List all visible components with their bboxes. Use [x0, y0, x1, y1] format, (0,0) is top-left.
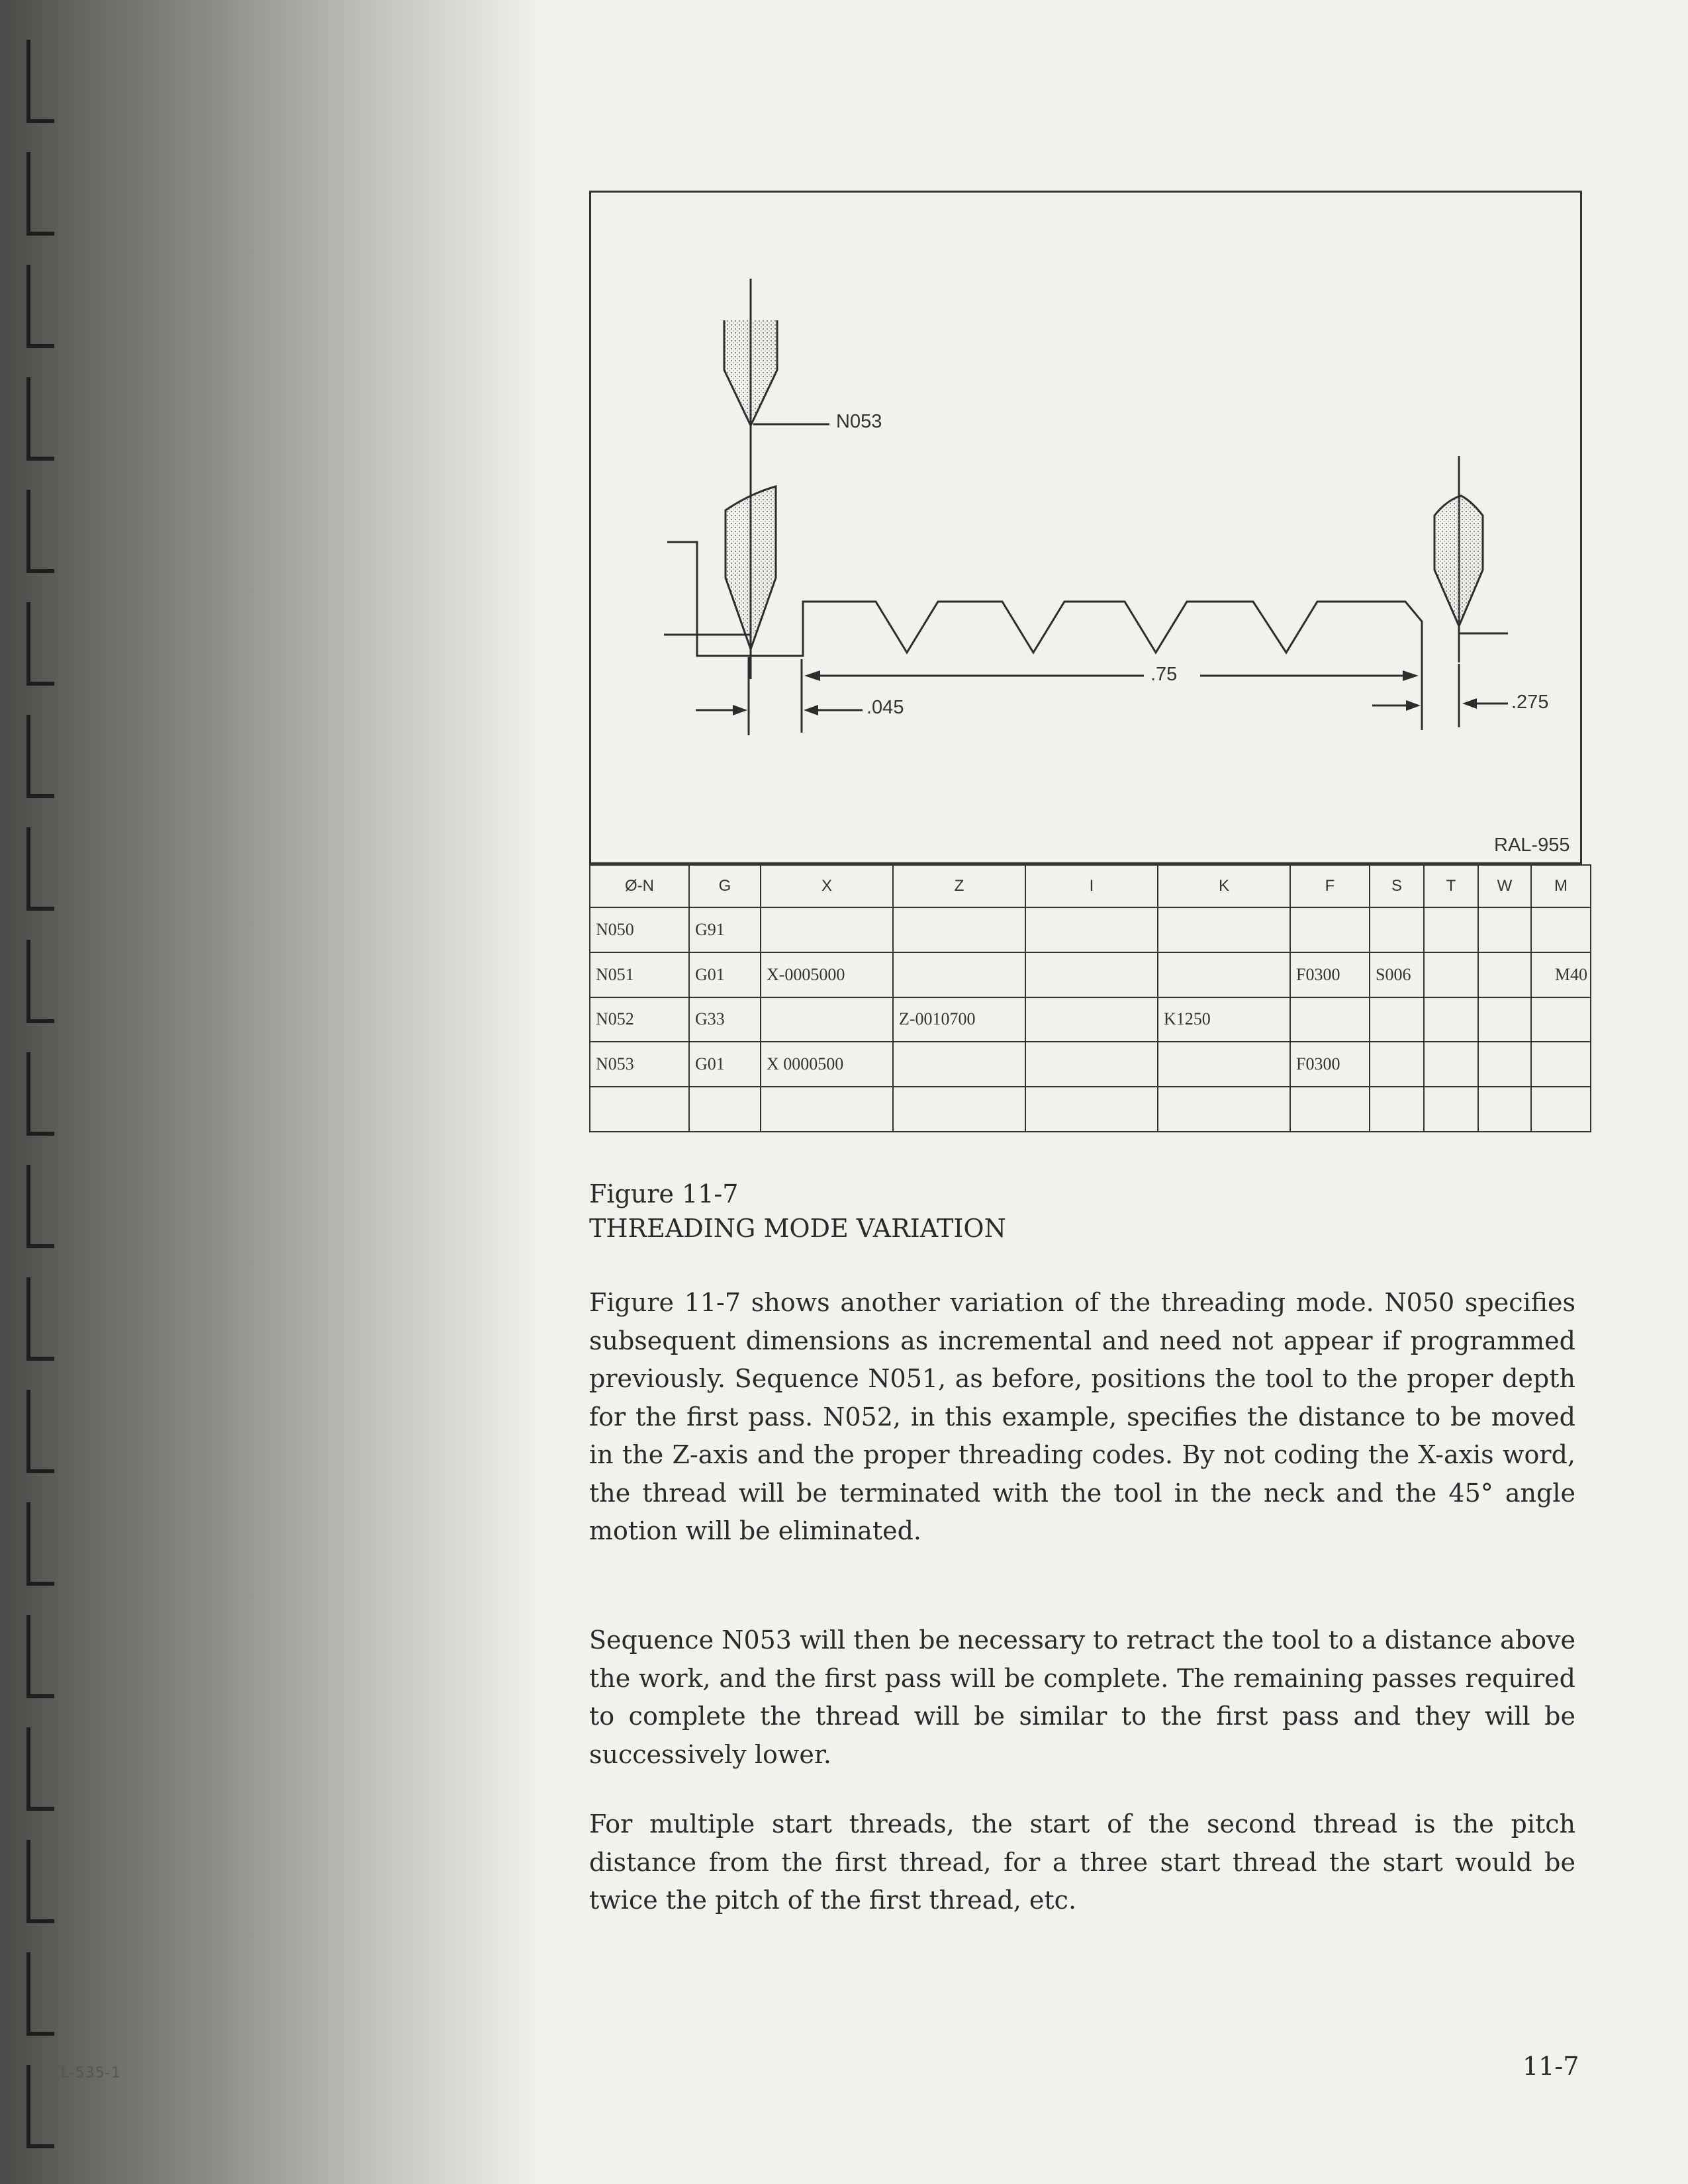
col-header: K: [1158, 865, 1290, 907]
table-cell: N053: [590, 1042, 689, 1087]
table-cell: M40: [1531, 952, 1591, 997]
table-cell: N052: [590, 997, 689, 1042]
tool-right: [1434, 496, 1483, 626]
table-cell: [1424, 997, 1478, 1042]
binding-mark: [26, 1952, 54, 2036]
side-code: L-535-1: [61, 2065, 121, 2081]
binding-mark: [26, 1277, 54, 1361]
threading-diagram: [591, 193, 1584, 866]
arrowhead: [1403, 670, 1419, 681]
binding-mark: [26, 265, 54, 348]
arrowhead: [733, 705, 747, 715]
table-cell: G01: [689, 1042, 761, 1087]
table-cell: G33: [689, 997, 761, 1042]
table-row: [590, 997, 1591, 1042]
table-cell: [1424, 952, 1478, 997]
table-cell: G01: [689, 952, 761, 997]
binding-mark: [26, 2065, 54, 2148]
table-cell: [893, 907, 1025, 952]
arrowhead: [804, 705, 818, 715]
table-cell: Z-0010700: [893, 997, 1025, 1042]
table-row: [590, 1042, 1591, 1087]
tool-lower: [726, 486, 776, 649]
binding-mark: [26, 602, 54, 686]
table-cell: [1531, 1042, 1591, 1087]
table-cell: [1478, 1042, 1531, 1087]
binding-mark: [26, 377, 54, 461]
label-dim-075: .75: [1150, 664, 1178, 685]
figure-caption: [589, 1177, 1006, 1246]
col-header: M: [1531, 865, 1591, 907]
binding-mark: [26, 1727, 54, 1811]
drawing-id: RAL-955: [1494, 835, 1570, 856]
binding-mark: [26, 1052, 54, 1136]
arrowhead: [1462, 698, 1477, 709]
figure-number: Figure 11-7: [589, 1179, 739, 1208]
binding-mark: [26, 1165, 54, 1248]
workpiece-profile: [667, 542, 1422, 730]
figure-title: THREADING MODE VARIATION: [589, 1214, 1006, 1243]
table-cell: [1424, 1042, 1478, 1087]
col-header: I: [1025, 865, 1158, 907]
page-number: 11-7: [1523, 2052, 1579, 2081]
table-cell: [1025, 1042, 1158, 1087]
paragraph-2: Sequence N053 will then be necessary to retract the tool to a distance above the work, and the first pass will be complete. The remaining passes required to complete the thread will be similar to the first pass and they will be successively lower.: [589, 1625, 1575, 1769]
table-cell: [1370, 907, 1424, 952]
table-cell: [1478, 997, 1531, 1042]
col-header: S: [1370, 865, 1424, 907]
binding-mark: [26, 715, 54, 798]
table-cell: G91: [689, 907, 761, 952]
label-dim-0275: .275: [1511, 692, 1549, 713]
table-cell: K1250: [1158, 997, 1290, 1042]
col-header: T: [1424, 865, 1478, 907]
binding-mark: [26, 1615, 54, 1698]
table-cell: [1531, 907, 1591, 952]
table-cell: [1531, 997, 1591, 1042]
binding-mark: [26, 40, 54, 123]
table-cell: [1531, 1087, 1591, 1132]
table-cell: [893, 952, 1025, 997]
table-cell: [1025, 997, 1158, 1042]
binding-shadow: [0, 0, 543, 2184]
table-cell: [893, 1042, 1025, 1087]
table-cell: [1025, 1087, 1158, 1132]
table-cell: X 0000500: [761, 1042, 893, 1087]
binding-mark: [26, 940, 54, 1023]
table-cell: [1424, 907, 1478, 952]
binding-mark: [26, 1840, 54, 1923]
table-cell: [1158, 952, 1290, 997]
table-row: [590, 907, 1591, 952]
table-cell: [1370, 1042, 1424, 1087]
paragraph-3: For multiple start threads, the start of the second thread is the pitch distance from the first thread, for a three start thread the start would be twice the pitch of the first thread, etc.: [589, 1809, 1575, 1915]
table-cell: X-0005000: [761, 952, 893, 997]
binding-mark: [26, 490, 54, 573]
table-cell: [1025, 952, 1158, 997]
table-cell: [1478, 1087, 1531, 1132]
col-header: G: [689, 865, 761, 907]
table-cell: [893, 1087, 1025, 1132]
table-cell: [1158, 1042, 1290, 1087]
arrowhead: [1406, 700, 1421, 711]
table-row: [590, 952, 1591, 997]
binding-mark: [26, 1390, 54, 1473]
table-cell: N050: [590, 907, 689, 952]
binding-mark: [26, 1502, 54, 1586]
label-n053: N053: [836, 411, 882, 432]
table-cell: [1478, 952, 1531, 997]
binding-mark: [26, 152, 54, 236]
table-cell: N051: [590, 952, 689, 997]
table-cell: [1290, 997, 1370, 1042]
label-dim-045: .045: [867, 697, 904, 718]
table-cell: S006: [1370, 952, 1424, 997]
table-cell: [761, 1087, 893, 1132]
tool-upper: [724, 320, 777, 426]
col-header: X: [761, 865, 893, 907]
binding-mark: [26, 827, 54, 911]
binding-marks: [26, 26, 73, 2131]
table-cell: [1025, 907, 1158, 952]
paragraph-1: Figure 11-7 shows another variation of the threading mode. N050 specifies subsequent dimensions as incremental and need not appear if programmed previously. Sequence N051, as before, positions the tool to the proper depth for the first pass. N052, in this example, specifies the distance to be moved in the Z-axis and the proper threading codes. By not coding the X-axis word, the thread will be terminated with the tool in the neck and the 45° angle motion will be eliminated.: [589, 1288, 1575, 1545]
col-header: W: [1478, 865, 1531, 907]
table-cell: [590, 1087, 689, 1132]
table-row: [590, 1087, 1591, 1132]
table-cell: [1158, 1087, 1290, 1132]
table-cell: [1290, 1087, 1370, 1132]
program-table: [589, 864, 1591, 1132]
table-cell: [1370, 997, 1424, 1042]
table-cell: [1424, 1087, 1478, 1132]
figure-drawing: [589, 191, 1582, 864]
table-cell: [1290, 907, 1370, 952]
table-cell: F0300: [1290, 952, 1370, 997]
arrowhead: [804, 670, 820, 681]
col-header: Z: [893, 865, 1025, 907]
col-header: F: [1290, 865, 1370, 907]
table-cell: [1158, 907, 1290, 952]
table-cell: [761, 997, 893, 1042]
table-cell: [1370, 1087, 1424, 1132]
table-header-row: [590, 865, 1591, 907]
table-cell: F0300: [1290, 1042, 1370, 1087]
col-header: Ø-N: [590, 865, 689, 907]
table-cell: [761, 907, 893, 952]
table-cell: [1478, 907, 1531, 952]
table-cell: [689, 1087, 761, 1132]
